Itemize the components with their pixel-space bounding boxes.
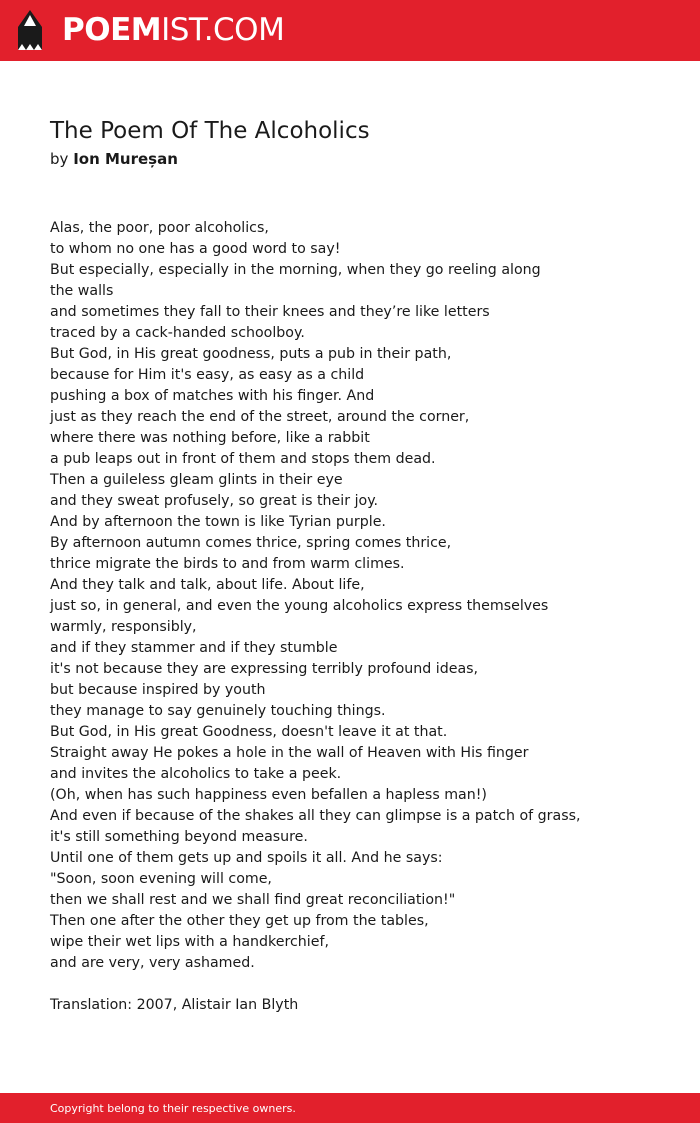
poem-line: but because inspired by youth (50, 682, 266, 698)
poem-line: wipe their wet lips with a handkerchief, (50, 934, 329, 950)
poem-line: a pub leaps out in front of them and stops them dead. (50, 451, 436, 467)
site-logo[interactable] (62, 11, 284, 49)
poem-body (50, 218, 610, 974)
poem-line: it's not because they are expressing terribly profound ideas, (50, 661, 479, 677)
site-header (0, 0, 700, 61)
poem-line: and they sweat profusely, so great is their joy. (50, 493, 379, 509)
poem-line: Alas, the poor, poor alcoholics, (50, 220, 269, 236)
poem-line: where there was nothing before, like a rabbit (50, 430, 370, 446)
translation-credit: Translation: 2007, Alistair Ian Blyth (50, 997, 299, 1013)
poem-line: they manage to say genuinely touching things. (50, 703, 386, 719)
poem-line: thrice migrate the birds to and from warm climes. (50, 556, 405, 572)
poem-line: and sometimes they fall to their knees and they’re like letters (50, 304, 490, 320)
copyright-notice: Copyright belong to their respective owners. (50, 1102, 296, 1115)
poem-line: And even if because of the shakes all they can glimpse is a patch of grass, (50, 808, 581, 824)
poem-line: and are very, very ashamed. (50, 955, 255, 971)
poem-line: (Oh, when has such happiness even befallen a hapless man!) (50, 787, 487, 803)
poem-line: And they talk and talk, about life. About life, (50, 577, 365, 593)
poem-line: Until one of them gets up and spoils it all. And he says: (50, 850, 443, 866)
poem-line: because for Him it's easy, as easy as a child (50, 367, 365, 383)
poem-line: and invites the alcoholics to take a peek. (50, 766, 342, 782)
poem-line: just so, in general, and even the young alcoholics express themselves warmly, responsibly, (50, 598, 549, 635)
by-label: by (50, 150, 69, 168)
poem-line: pushing a box of matches with his finger. And (50, 388, 375, 404)
poem-line: Then one after the other they get up from the tables, (50, 913, 429, 929)
poem-title: The Poem Of The Alcoholics (50, 118, 370, 144)
poem-line: But especially, especially in the morning, when they go reeling along the walls (50, 262, 541, 299)
byline (50, 148, 178, 170)
poem-line: "Soon, soon evening will come, (50, 871, 272, 887)
poem-line: it's still something beyond measure. (50, 829, 308, 845)
pen-nib-icon[interactable] (16, 9, 44, 51)
poem-line: Straight away He pokes a hole in the wall of Heaven with His finger (50, 745, 529, 761)
poem-line: then we shall rest and we shall find great reconciliation!" (50, 892, 456, 908)
poem-line: And by afternoon the town is like Tyrian purple. (50, 514, 386, 530)
poem-line: Then a guileless gleam glints in their eye (50, 472, 343, 488)
author-name[interactable]: Ion Mureșan (73, 150, 178, 168)
site-footer (0, 1093, 700, 1123)
poem-line: just as they reach the end of the street, around the corner, (50, 409, 470, 425)
poem-line: But God, in His great Goodness, doesn't leave it at that. (50, 724, 448, 740)
logo-light-text: IST.COM (161, 12, 285, 48)
poem-line: traced by a cack-handed schoolboy. (50, 325, 305, 341)
logo-bold-text: POEM (62, 12, 162, 48)
poem-line: and if they stammer and if they stumble (50, 640, 338, 656)
poem-line: to whom no one has a good word to say! (50, 241, 341, 257)
poem-line: By afternoon autumn comes thrice, spring comes thrice, (50, 535, 452, 551)
poem-line: But God, in His great goodness, puts a pub in their path, (50, 346, 452, 362)
